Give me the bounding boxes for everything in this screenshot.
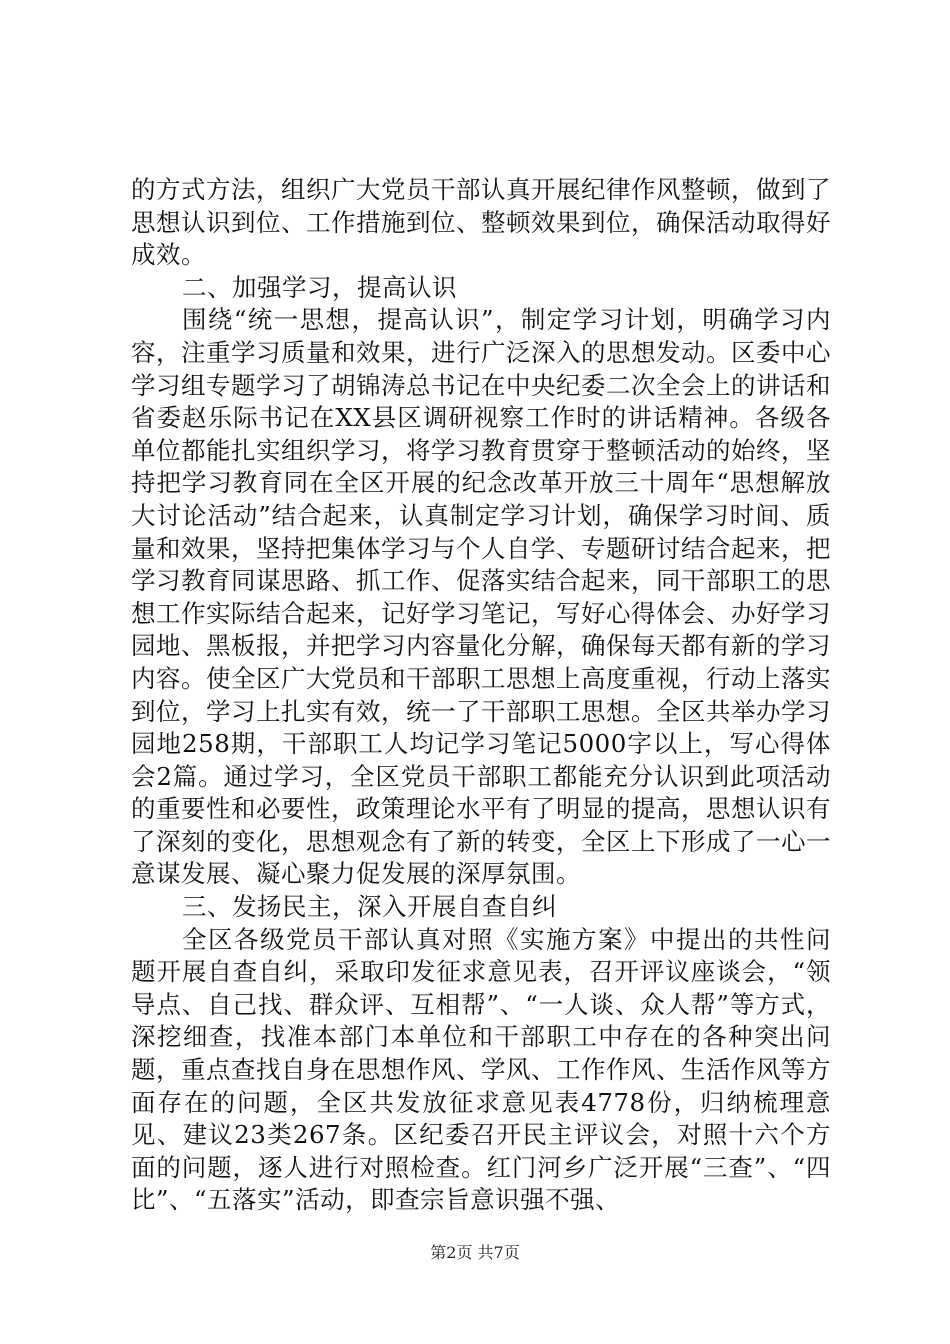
paragraph-self-check: 全区各级党员干部认真对照《实施方案》中提出的共性问题开展自查自纠，采取印发征求意见表，召开评议座谈会，“领导点、自己找、群众评、互相帮”、“一人谈、众人帮”等方式，深挖细查，找准本部门本单位和干部职工中存在的各种突出问题，重点查找自身在思想作风、学风、工作作风、生活作风等方面存在的问题，全区共发放征求意见表4778份，归纳梳理意见、建议23类267条。区纪委召开民主评议会，对照十六个方面的问题，逐人进行对照检查。红门河乡广泛开展“三查”、“四比”、“五落实”活动，即查宗旨意识强不强、: [131, 924, 831, 1215]
paragraph-continuation: 的方式方法，组织广大党员干部认真开展纪律作风整顿，做到了思想认识到位、工作措施到位、整顿效果到位，确保活动取得好成效。: [131, 175, 831, 270]
document-body: [131, 174, 831, 1217]
page-footer: 第2页 共7页: [430, 1243, 520, 1262]
section-heading-3: 三、发扬民主，深入开展自查自纠: [182, 892, 557, 922]
section-heading-2: 二、加强学习，提高认识: [182, 272, 457, 302]
paragraph-study: 围绕“统一思想，提高认识”，制定学习计划，明确学习内容，注重学习质量和效果，进行广泛深入的思想发动。区委中心学习组专题学习了胡锦涛总书记在中央纪委二次全会上的讲话和省委赵乐际书记在XX县区调研视察工作时的讲话精神。各级各单位都能扎实组织学习，将学习教育贯穿于整顿活动的始终，坚持把学习教育同在全区开展的纪念改革开放三十周年“思想解放大讨论活动”结合起来，认真制定学习计划，确保学习时间、质量和效果，坚持把集体学习与个人自学、专题研讨结合起来，把学习教育同谋思路、抓工作、促落实结合起来，同干部职工的思想工作实际结合起来，记好学习笔记，写好心得体会、办好学习园地、黑板报，并把学习内容量化分解，确保每天都有新的学习内容。使全区广大党员和干部职工思想上高度重视，行动上落实到位，学习上扎实有效，统一了干部职工思想。全区共举办学习园地258期，干部职工人均记学习笔记5000字以上，写心得体会2篇。通过学习，全区党员干部职工都能充分认识到此项活动的重要性和必要性，政策理论水平有了明显的提高，思想认识有了深刻的变化，思想观念有了新的转变，全区上下形成了一心一意谋发展、凝心聚力促发展的深厚氛围。: [131, 305, 831, 889]
